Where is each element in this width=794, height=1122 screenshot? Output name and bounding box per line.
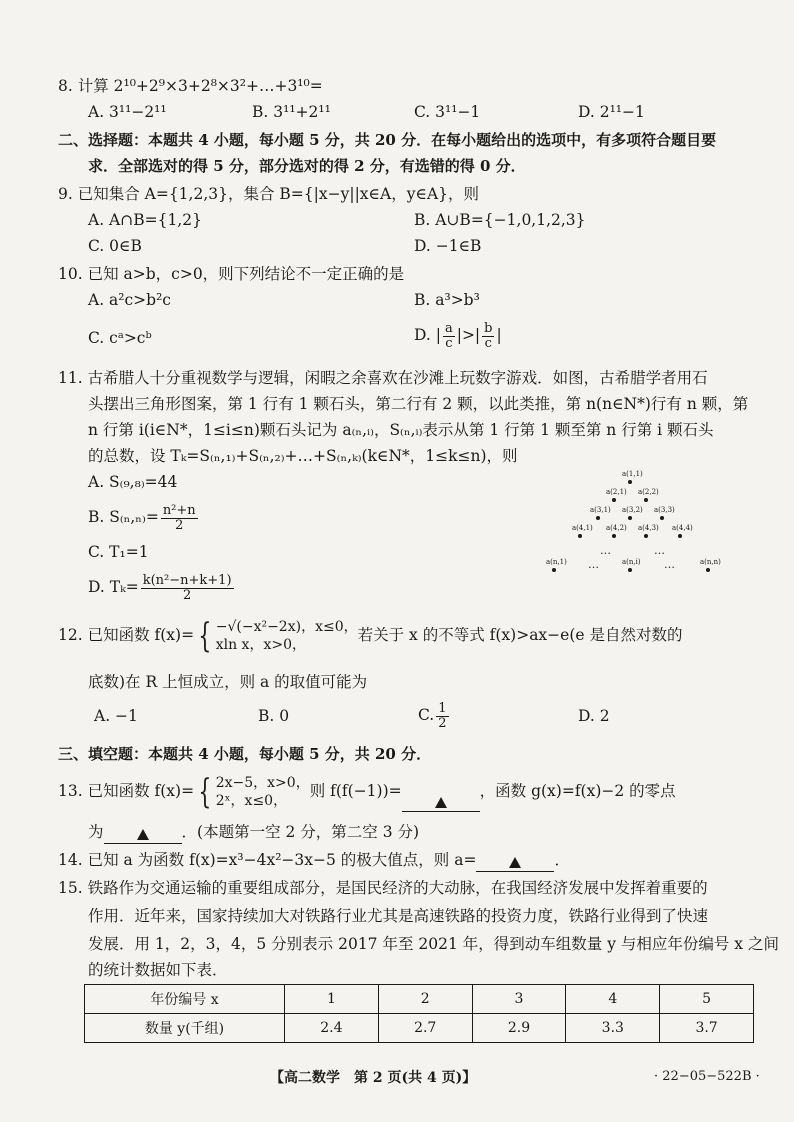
ellipsis: … bbox=[664, 558, 675, 571]
section2-heading-line2: 求．全部选对的得 5 分，部分选对的得 2 分，有选错的得 0 分． bbox=[88, 157, 526, 175]
q10-option-d-suffix: | bbox=[496, 326, 502, 344]
q9-option-a: A. A∩B={1,2} bbox=[88, 211, 202, 229]
q12-c-frac-num: 1 bbox=[438, 700, 447, 716]
q10-option-a: A. a²c>b²c bbox=[88, 291, 171, 309]
q11-option-d-frac bbox=[141, 574, 234, 603]
q12-option-c-prefix: C. bbox=[418, 706, 435, 724]
stone-label: a(n,i) bbox=[622, 558, 641, 566]
q11-option-b-frac bbox=[161, 504, 198, 533]
q13-piece1: 2x−5，x>0， bbox=[215, 775, 310, 791]
table-row bbox=[85, 1014, 754, 1043]
q11-option-d-prefix: D. Tₖ= bbox=[88, 578, 139, 596]
q13-stem bbox=[58, 770, 676, 812]
stone-label: a(3,2) bbox=[622, 506, 643, 514]
q10-option-d-prefix: D. | bbox=[414, 326, 441, 344]
table-row bbox=[85, 985, 754, 1014]
q12-option-c bbox=[418, 698, 451, 732]
q13-blank-2[interactable] bbox=[104, 824, 182, 844]
table-cell: 2.4 bbox=[285, 1014, 379, 1043]
stone-dot bbox=[628, 568, 632, 572]
table-cell: 2 bbox=[378, 985, 472, 1014]
q9-option-d: D. −1∈B bbox=[414, 237, 482, 255]
stone-label: a(4,1) bbox=[572, 524, 593, 532]
q10-option-d-frac1 bbox=[443, 322, 455, 351]
q12-option-b: B. 0 bbox=[258, 707, 290, 725]
stone-dot bbox=[578, 534, 582, 538]
q11-option-b-prefix: B. S₍ₙ,ₙ₎= bbox=[88, 508, 159, 526]
triangle-marker-icon bbox=[137, 829, 149, 840]
q14-prefix: 14. 已知 a 为函数 f(x)=x³−4x²−3x−5 的极大值点，则 a= bbox=[58, 851, 477, 869]
q11-d-frac-num: k(n²−n+k+1) bbox=[142, 572, 232, 588]
q8-stem: 8. 计算 2¹⁰+2⁹×3+2⁸×3²+…+3¹⁰= bbox=[58, 77, 323, 95]
q10-stem: 10. 已知 a>b，c>0，则下列结论不一定正确的是 bbox=[58, 265, 405, 283]
q13-line2-suffix: ．(本题第一空 2 分，第二空 3 分) bbox=[181, 823, 420, 841]
q13-mid: 则 f(f(−1))= bbox=[309, 782, 402, 800]
q9-stem: 9. 已知集合 A={1,2,3}，集合 B={|x−y||x∈A，y∈A}，则 bbox=[58, 185, 479, 203]
table-cell: 2.9 bbox=[472, 1014, 566, 1043]
q8-option-c: C. 3¹¹−1 bbox=[414, 103, 481, 121]
q8-option-d: D. 2¹¹−1 bbox=[578, 103, 645, 121]
q12-option-a: A. −1 bbox=[94, 707, 138, 725]
ellipsis: … bbox=[588, 558, 599, 571]
stone-dot bbox=[644, 534, 648, 538]
table-cell: 2.7 bbox=[378, 1014, 472, 1043]
stone-triangle-figure bbox=[540, 470, 730, 580]
q10-frac1-den: c bbox=[445, 335, 453, 351]
stone-label: a(n,n) bbox=[700, 558, 721, 566]
q13-line2-prefix: 为 bbox=[88, 823, 104, 841]
q13-blank-1[interactable] bbox=[402, 792, 480, 812]
q11-d-frac-den: 2 bbox=[182, 587, 192, 603]
statistics-table bbox=[84, 984, 754, 1043]
q12-piece2: xln x，x>0， bbox=[215, 637, 306, 653]
stone-label: a(4,4) bbox=[672, 524, 693, 532]
q12-option-d: D. 2 bbox=[578, 707, 610, 725]
q14-blank[interactable] bbox=[476, 852, 554, 872]
q12-prefix: 12. 已知函数 f(x)= bbox=[58, 626, 195, 644]
q12-option-c-frac bbox=[436, 702, 448, 731]
q10-frac1-num: a bbox=[444, 320, 453, 336]
stone-label: a(n,1) bbox=[546, 558, 567, 566]
q9-option-c: C. 0∈B bbox=[88, 237, 142, 255]
q8-option-a: A. 3¹¹−2¹¹ bbox=[88, 103, 167, 121]
table-cell: 1 bbox=[285, 985, 379, 1014]
stone-label: a(4,3) bbox=[638, 524, 659, 532]
q13-pieces bbox=[216, 774, 310, 810]
q10-frac2-den: c bbox=[484, 335, 492, 351]
table-cell: 5 bbox=[660, 985, 754, 1014]
stone-label: a(3,1) bbox=[590, 506, 611, 514]
q11-line4: 的总数，设 Tₖ=S₍ₙ,₁₎+S₍ₙ,₂₎+…+S₍ₙ,ₖ₎(k∈N*，1≤k≤n)，则 bbox=[88, 447, 518, 465]
stone-dot bbox=[628, 480, 632, 484]
q12-stem bbox=[58, 614, 682, 656]
page-footer-code: · 22−05−522B · bbox=[654, 1069, 760, 1084]
q12-pieces bbox=[216, 618, 358, 654]
q13-piece2: 2ˣ，x≤0， bbox=[215, 793, 288, 809]
q15-line2: 作用．近年来，国家持续加大对铁路行业尤其是高速铁路的投资力度，铁路行业得到了快速 bbox=[88, 907, 709, 925]
ellipsis: … bbox=[600, 544, 611, 557]
stone-dot bbox=[678, 534, 682, 538]
q11-option-a: A. S₍₉,₈₎=44 bbox=[88, 473, 178, 491]
q12-line2: 底数)在 R 上恒成立，则 a 的取值可能为 bbox=[88, 673, 368, 691]
q11-line1: 11. 古希腊人十分重视数学与逻辑，闲暇之余喜欢在沙滩上玩数字游戏．如图，古希腊学者用石 bbox=[58, 369, 708, 387]
q8-option-b: B. 3¹¹+2¹¹ bbox=[252, 103, 331, 121]
q15-line4: 的统计数据如下表． bbox=[88, 961, 228, 979]
q11-option-c: C. T₁=1 bbox=[88, 543, 149, 561]
q12-piece1: −√(−x²−2x)，x≤0， bbox=[215, 619, 358, 635]
stone-dot bbox=[612, 498, 616, 502]
q11-option-b bbox=[88, 500, 200, 534]
stone-dot bbox=[644, 498, 648, 502]
q10-option-c: C. cᵃ>cᵇ bbox=[88, 329, 152, 347]
stone-dot bbox=[660, 516, 664, 520]
q12-c-frac-den: 2 bbox=[438, 715, 447, 731]
q13-after: ，函数 g(x)=f(x)−2 的零点 bbox=[479, 782, 676, 800]
stone-dot bbox=[612, 534, 616, 538]
table-cell: 4 bbox=[566, 985, 660, 1014]
q10-option-b: B. a³>b³ bbox=[414, 291, 480, 309]
table-cell: 3.7 bbox=[660, 1014, 754, 1043]
q15-line1: 15. 铁路作为交通运输的重要组成部分，是国民经济的大动脉，在我国经济发展中发挥着重要的 bbox=[58, 879, 708, 897]
stone-dot bbox=[552, 568, 556, 572]
q12-suffix: 若关于 x 的不等式 f(x)>ax−e(e 是自然对数的 bbox=[357, 626, 683, 644]
q13-line2 bbox=[88, 820, 419, 844]
q11-option-d bbox=[88, 570, 236, 604]
ellipsis: … bbox=[654, 544, 665, 557]
stone-label: a(1,1) bbox=[622, 470, 643, 478]
table-header-x: 年份编号 x bbox=[85, 985, 285, 1014]
triangle-marker-icon bbox=[435, 797, 447, 808]
piecewise-brace: { bbox=[198, 616, 212, 656]
stone-dot bbox=[706, 568, 710, 572]
table-header-y: 数量 y(千组) bbox=[85, 1014, 285, 1043]
q14-stem bbox=[58, 848, 570, 872]
q11-b-frac-num: n²+n bbox=[162, 502, 196, 518]
q9-option-b: B. A∪B={−1,0,1,2,3} bbox=[414, 211, 586, 229]
q10-frac2-num: b bbox=[484, 320, 493, 336]
triangle-marker-icon bbox=[509, 857, 521, 868]
page-footer-title: 【高二数学 第 2 页(共 4 页)】 bbox=[270, 1070, 477, 1086]
q11-b-frac-den: 2 bbox=[175, 517, 184, 533]
q10-option-d-frac2 bbox=[482, 322, 494, 351]
stone-dot bbox=[628, 516, 632, 520]
section3-heading: 三、填空题：本题共 4 小题，每小题 5 分，共 20 分． bbox=[58, 745, 432, 763]
stone-label: a(2,1) bbox=[606, 488, 627, 496]
q14-suffix: ． bbox=[554, 851, 570, 869]
q10-option-d bbox=[414, 318, 502, 352]
piecewise-brace: { bbox=[198, 772, 212, 812]
stone-label: a(3,3) bbox=[654, 506, 675, 514]
table-cell: 3.3 bbox=[566, 1014, 660, 1043]
stone-label: a(2,2) bbox=[638, 488, 659, 496]
q11-line3: n 行第 i(i∈N*，1≤i≤n)颗石头记为 a₍ₙ,ᵢ₎，S₍ₙ,ᵢ₎表示从第 1 行第 1 颗至第 n 行第 i 颗石头 bbox=[88, 421, 714, 439]
q13-prefix: 13. 已知函数 f(x)= bbox=[58, 782, 195, 800]
q10-option-d-mid: |>| bbox=[456, 326, 481, 344]
stone-dot bbox=[596, 516, 600, 520]
stone-label: a(4,2) bbox=[606, 524, 627, 532]
q15-line3: 发展．用 1，2，3，4，5 分别表示 2017 年至 2021 年，得到动车组数量 y 与相应年份编号 x 之间 bbox=[88, 935, 779, 953]
q11-line2: 头摆出三角形图案，第 1 行有 1 颗石头，第二行有 2 颗，以此类推，第 n(n∈N*)行有 n 颗，第 bbox=[88, 395, 749, 413]
section2-heading-line1: 二、选择题：本题共 4 小题，每小题 5 分，共 20 分．在每小题给出的选项中，有多项符合题目要 bbox=[58, 131, 717, 149]
table-cell: 3 bbox=[472, 985, 566, 1014]
